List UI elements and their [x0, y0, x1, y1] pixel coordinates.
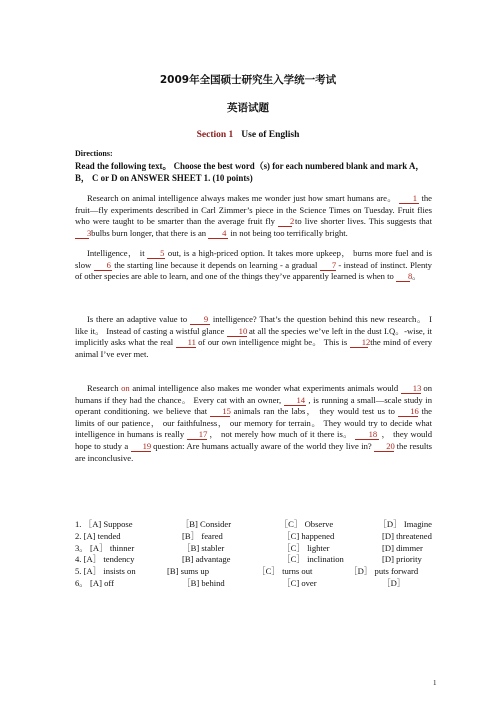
option-row-6: [75, 578, 432, 590]
blank-11: 11: [176, 338, 196, 348]
passage-paragraph-3: [75, 314, 432, 360]
p1-text: in not being too terrifically bright.: [230, 227, 348, 238]
option-row-1: [75, 519, 432, 531]
p4-text: question: Are humans actually aware of the world they live in?: [153, 440, 372, 451]
blank-4: 4: [208, 229, 228, 239]
p2-text: out, is a high-priced option. It takes more upkeep， burns more fuel and is slow: [75, 248, 432, 270]
p2-text: Intelligence， it: [87, 248, 145, 258]
blank-12: 12: [350, 338, 368, 348]
directions-text: Read the following text。 Choose the best word（s) for each numbered blank and mark A， B， C or D on ANSWER SHEET 1. (10 points): [75, 161, 425, 184]
p4-text: the limits of our patience， our faithfulness， our memory for terrain。 They would try to decide what intelligence in humans is really: [75, 406, 432, 440]
option-1a: 1. ［A] Suppose: [75, 519, 133, 529]
blank-13: 13: [401, 384, 421, 394]
option-4a: 4. [A］ tendency: [75, 554, 135, 565]
option-2d: [D] threatened: [382, 530, 432, 541]
p1-text: bulbs burn longer, that there is an: [91, 227, 207, 238]
option-2b: [B］ feared: [182, 530, 223, 541]
option-3c: ［C］ lighter: [282, 542, 330, 553]
exam-subtitle: 英语试题: [227, 102, 269, 114]
p1-text: to live shorter lives. This suggests that: [295, 216, 432, 227]
blank-8: 8: [396, 272, 410, 282]
option-5d: ［D］ puts forward: [349, 566, 419, 577]
option-5b: [B] sums up: [167, 566, 210, 577]
p3-text: of our own intelligence might be。 This is: [198, 337, 348, 348]
option-3b: ［B] stabler: [182, 542, 225, 553]
blank-5: 5: [147, 249, 165, 259]
section-heading: [0, 130, 496, 140]
p4-text-highlight: on: [121, 383, 130, 393]
blank-17: 17: [187, 430, 207, 440]
p3-text: Is there an adaptive value to: [87, 314, 188, 324]
blank-16: 16: [398, 407, 418, 417]
option-4b: [B] advantage: [182, 554, 231, 565]
p4-text: on humans if they had the chance。 Every cat with an owner,: [75, 383, 432, 405]
blank-10: 10: [227, 327, 247, 337]
blank-19: 19: [131, 442, 151, 452]
p3-text: intelligence? That’s the question behind this new research。 I like it。 Instead of casting a wistful glance: [75, 314, 432, 336]
option-3d: [D] dimmer: [382, 542, 423, 553]
p4-text: ， they would hope to study a: [75, 429, 433, 451]
blank-9: 9: [190, 315, 210, 325]
p4-text: animal intelligence also makes me wonder what experiments animals would: [132, 383, 399, 393]
option-5c: ［C］ turns out: [257, 566, 313, 577]
option-row-5: [75, 566, 432, 578]
option-2a: 2. [A] tended: [75, 530, 121, 541]
exam-title: 2009年全国硕士研究生入学统一考试: [159, 74, 337, 86]
option-3a: 3。 [A］ thinner: [75, 542, 135, 553]
blank-14: 14: [284, 396, 306, 406]
p4-text: the results are inconclusive.: [75, 440, 433, 463]
p2-text: 。: [412, 271, 421, 282]
option-6a: 6。 [A] off: [75, 577, 114, 588]
section-number: Section 1: [196, 130, 234, 140]
option-6b: ［B] behind: [182, 577, 225, 588]
section-name: Use of English: [241, 130, 300, 140]
option-5a: 5. [A］ insists on: [75, 566, 136, 577]
option-row-3: [75, 543, 432, 555]
p4-text: , is running a small—scale study in operant conditioning. we believe that: [75, 394, 432, 417]
answer-options: [75, 519, 432, 590]
directions-label: Directions:: [75, 149, 113, 158]
blank-3: 3: [75, 229, 89, 239]
option-1b: ［B] Consider: [180, 519, 232, 529]
option-6d: ［D］: [382, 577, 406, 588]
passage-paragraph-1: [75, 193, 432, 239]
blank-7: 7: [320, 261, 336, 271]
p2-text: the starting line because it depends on learning - a gradual: [114, 259, 318, 270]
blank-6: 6: [94, 261, 112, 271]
option-1d: ［D］ Imagine: [378, 519, 432, 529]
option-row-4: [75, 554, 432, 566]
p2-text: - instead of instinct. Plenty of other species are able to learn, and one of the things they’ve apparently learned is when to: [75, 259, 432, 282]
p1-text: the fruit—fly experiments described in Carl Zimmer’s piece in the Science Times on Tuesday. Fruit flies who were taught to be smarter than the average fruit fly: [75, 193, 432, 227]
passage-paragraph-4: [75, 383, 432, 464]
blank-15: 15: [210, 407, 230, 417]
option-6c: ［C] over: [282, 577, 317, 588]
p1-text: Research on animal intelligence always makes me wonder just how smart humans are。: [87, 193, 397, 203]
option-row-2: [75, 531, 432, 543]
option-4d: [D] priority: [382, 554, 422, 565]
blank-18: 18: [355, 430, 379, 440]
blank-1: 1: [399, 194, 419, 204]
blank-2: 2: [278, 217, 292, 227]
p4-text: ， not merely how much of it there is。: [209, 429, 353, 440]
p4-text: Research: [87, 383, 119, 393]
page-number: 1: [433, 679, 437, 687]
p3-text: the mind of every animal I’ve ever met.: [75, 337, 432, 359]
option-4c: ［C］ inclination: [282, 554, 344, 565]
blank-20: 20: [374, 442, 394, 452]
option-1c: ［C］ Observe: [279, 519, 334, 529]
p3-text: at all the species we’ve left in the dust I.Q。-wise, it implicitly asks what the real: [75, 325, 432, 348]
p4-text: animals ran the labs， they would test us to: [233, 406, 395, 417]
option-2c: ［C] happened: [282, 530, 335, 541]
passage-paragraph-2: [75, 248, 432, 283]
